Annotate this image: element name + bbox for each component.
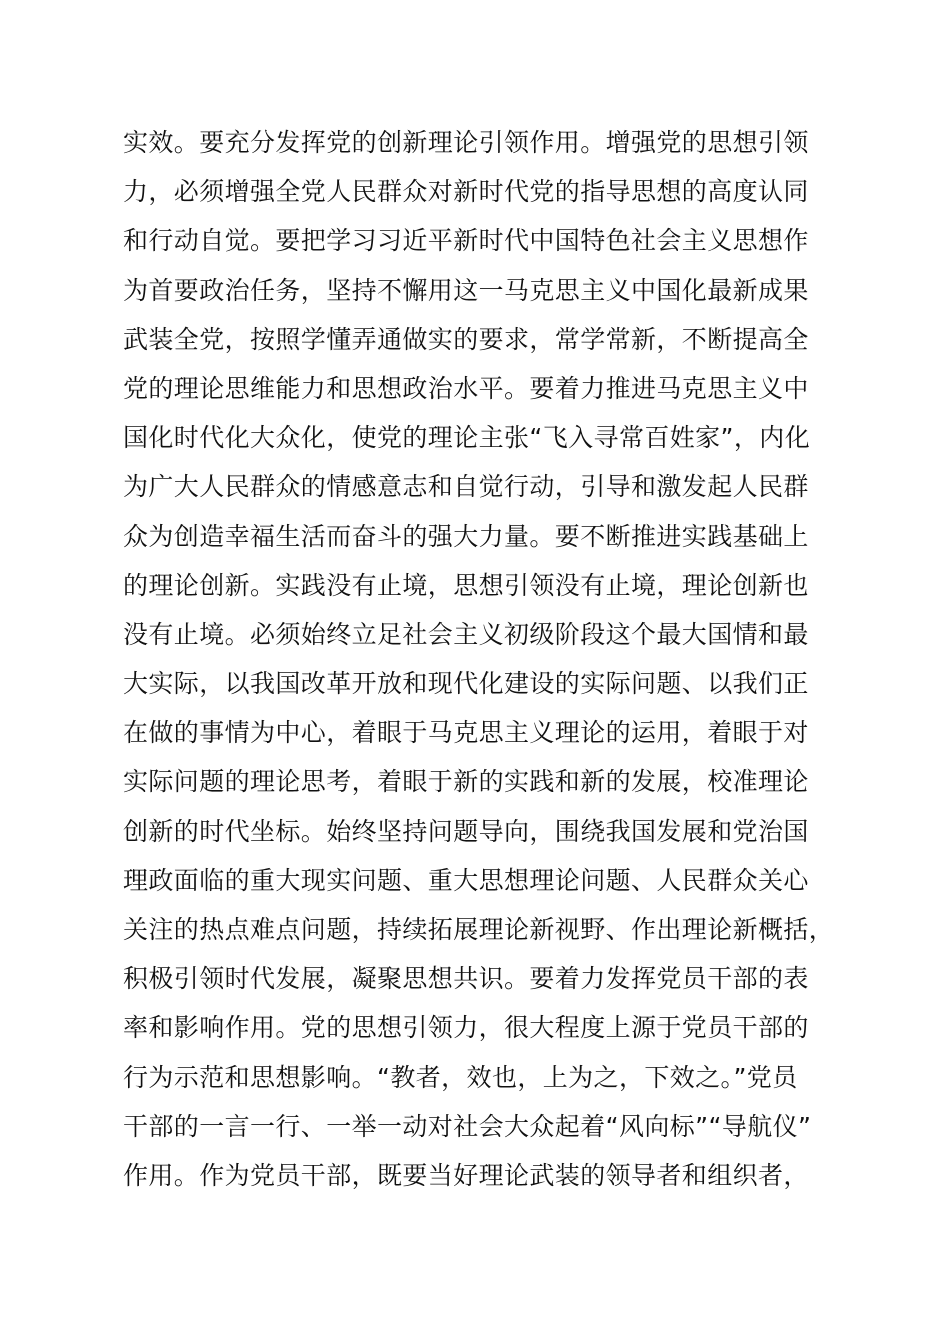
text-line: 行为示范和思想影响。“教者，效也，上为之，下效之。”党员: [123, 1062, 798, 1092]
text-line: 关注的热点难点问题，持续拓展理论新视野、作出理论新概括，: [123, 915, 835, 944]
text-line: 力，必须增强全党人民群众对新时代党的指导思想的高度认同: [123, 177, 809, 207]
text-line: 为广大人民群众的情感意志和自觉行动，引导和激发起人民群: [123, 472, 809, 502]
text-line: 实效。要充分发挥党的创新理论引领作用。增强党的思想引领: [123, 128, 809, 157]
text-line: 实际问题的理论思考，着眼于新的实践和新的发展，校准理论: [123, 767, 809, 797]
text-line: 作用。作为党员干部，既要当好理论武装的领导者和组织者，: [123, 1160, 809, 1190]
text-line: 积极引领时代发展，凝聚思想共识。要着力发挥党员干部的表: [123, 964, 809, 994]
text-line: 武装全党，按照学懂弄通做实的要求，常学常新，不断提高全: [123, 324, 809, 354]
text-line: 众为创造幸福生活而奋斗的强大力量。要不断推进实践基础上: [123, 521, 809, 551]
text-line: 没有止境。必须始终立足社会主义初级阶段这个最大国情和最: [123, 619, 809, 649]
text-line: 率和影响作用。党的思想引领力，很大程度上源于党员干部的: [123, 1013, 809, 1043]
text-line: 理政面临的重大现实问题、重大思想理论问题、人民群众关心: [123, 865, 809, 895]
text-line: 为首要政治任务，坚持不懈用这一马克思主义中国化最新成果: [123, 275, 809, 305]
text-line: 创新的时代坐标。始终坚持问题导向，围绕我国发展和党治国: [123, 816, 809, 846]
text-line: 党的理论思维能力和思想政治水平。要着力推进马克思主义中: [123, 373, 809, 403]
text-line: 的理论创新。实践没有止境，思想引领没有止境，理论创新也: [123, 570, 809, 600]
text-line: 国化时代化大众化，使党的理论主张“飞入寻常百姓家”，内化: [123, 423, 811, 453]
body-text: [123, 118, 863, 1200]
text-line: 和行动自觉。要把学习习近平新时代中国特色社会主义思想作: [123, 226, 809, 256]
text-line: 大实际，以我国改革开放和现代化建设的实际问题、以我们正: [123, 669, 809, 699]
text-line: 在做的事情为中心，着眼于马克思主义理论的运用，着眼于对: [123, 718, 809, 748]
text-line: 干部的一言一行、一举一动对社会大众起着“风向标”“导航仪”: [123, 1111, 812, 1141]
